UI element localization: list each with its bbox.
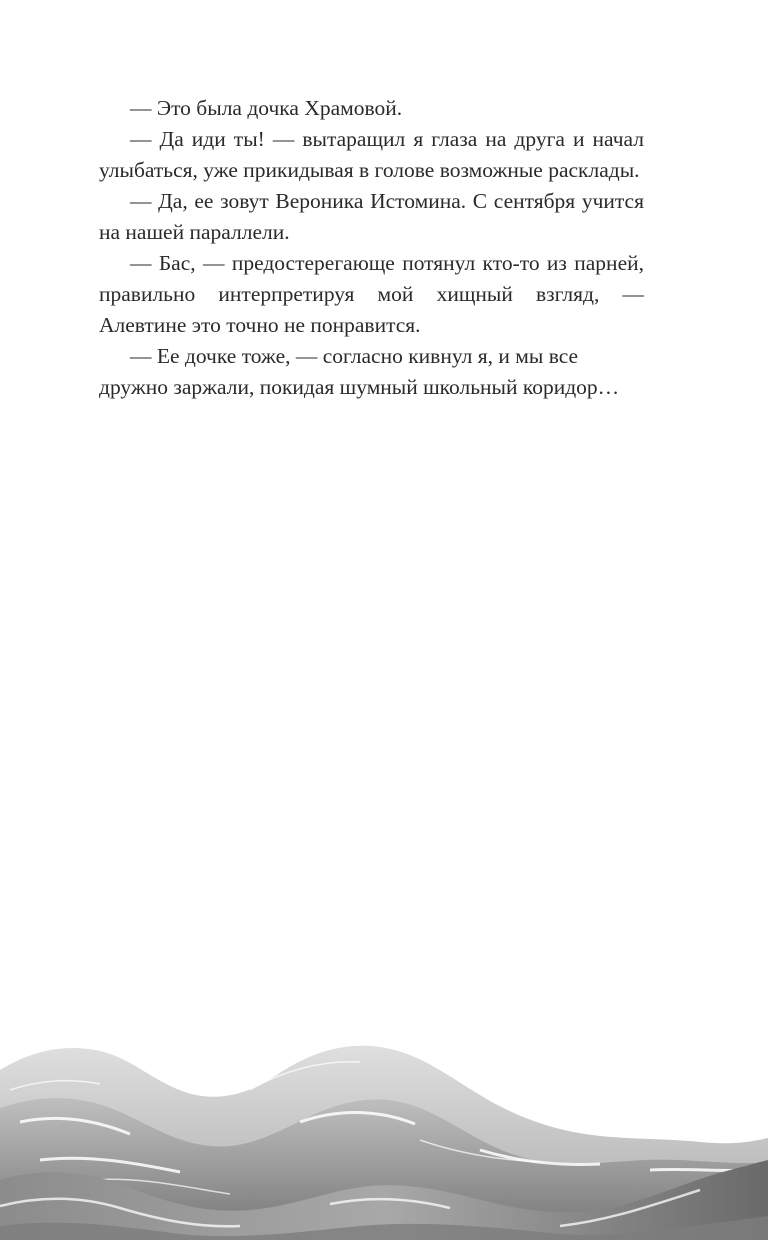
paragraph: — Да, ее зовут Вероника Истомина. С сентября учится на нашей параллели. — [99, 189, 644, 244]
paragraph: — Да иди ты! — вытаращил я глаза на друга и начал улыбаться, уже прикидывая в голове возможные расклады. — [99, 127, 644, 182]
paragraph: — Это была дочка Храмовой. — [130, 96, 403, 120]
paragraph: — Бас, — предостерегающе потянул кто-то из парней, правильно интерпретируя мой хищный взгляд, — Алевтине это точно не понравится. — [99, 251, 644, 337]
chapter-text — [99, 93, 644, 403]
paragraph: — Ее дочке тоже, — согласно кивнул я, и мы все дружно заржали, покидая шумный школьный коридор… — [99, 344, 620, 399]
sea-waves-illustration — [0, 1030, 768, 1240]
